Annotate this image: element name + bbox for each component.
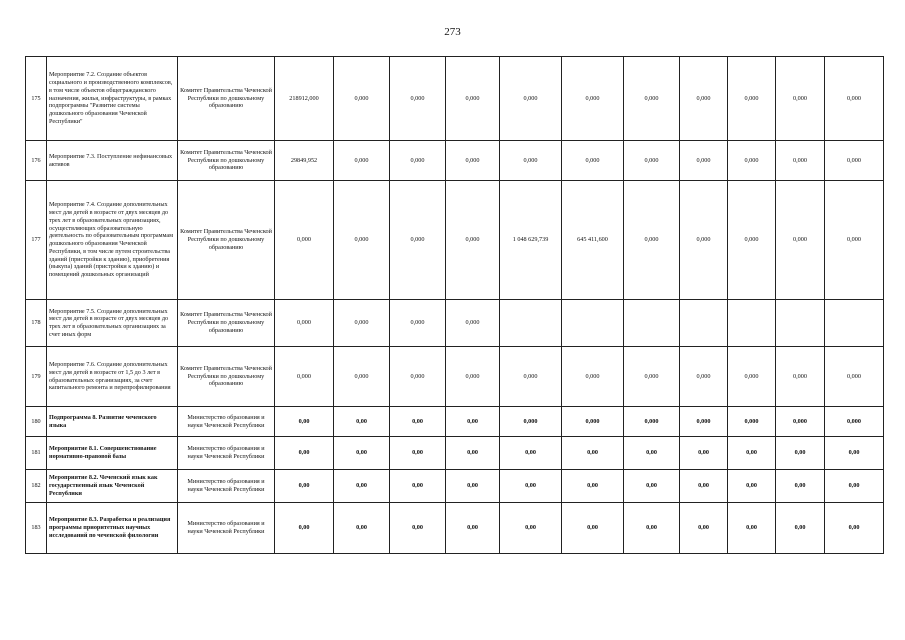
value-cell: 0,000 bbox=[500, 57, 562, 141]
value-cell bbox=[825, 300, 884, 347]
value-cell: 0,000 bbox=[334, 57, 390, 141]
page-number: 273 bbox=[444, 26, 461, 38]
value-cell: 0,000 bbox=[446, 141, 500, 181]
table-row bbox=[26, 503, 884, 554]
responsible-org: Комитет Правительства Чеченской Республики по дошкольному образованию bbox=[178, 57, 275, 141]
value-cell: 0,000 bbox=[825, 141, 884, 181]
value-cell: 0,00 bbox=[825, 437, 884, 470]
value-cell: 0,00 bbox=[825, 470, 884, 503]
table-row bbox=[26, 347, 884, 407]
value-cell: 0,000 bbox=[776, 181, 825, 300]
responsible-org: Комитет Правительства Чеченской Республики по дошкольному образованию bbox=[178, 347, 275, 407]
value-cell: 0,000 bbox=[825, 407, 884, 437]
value-cell: 0,000 bbox=[680, 347, 728, 407]
value-cell: 0,000 bbox=[390, 181, 446, 300]
value-cell: 0,00 bbox=[446, 503, 500, 554]
value-cell: 0,00 bbox=[624, 437, 680, 470]
row-number: 183 bbox=[26, 503, 47, 554]
value-cell: 0,00 bbox=[500, 470, 562, 503]
row-number: 180 bbox=[26, 407, 47, 437]
value-cell: 0,000 bbox=[275, 300, 334, 347]
value-cell: 0,000 bbox=[446, 300, 500, 347]
value-cell: 0,000 bbox=[825, 57, 884, 141]
activity-name: Мероприятие 8.1. Совершенствование нормативно-правовой базы bbox=[47, 437, 178, 470]
responsible-org: Министерство образования и науки Чеченской Республики bbox=[178, 470, 275, 503]
value-cell bbox=[728, 300, 776, 347]
value-cell: 0,000 bbox=[446, 181, 500, 300]
value-cell: 0,000 bbox=[562, 347, 624, 407]
table-row bbox=[26, 407, 884, 437]
activity-name: Мероприятие 7.6. Создание дополнительных мест для детей в возрасте от 1,5 до 3 лет в образовательных организациях, за счет капитального ремонта и перепрофилирования bbox=[47, 347, 178, 407]
value-cell: 0,000 bbox=[825, 181, 884, 300]
value-cell: 0,000 bbox=[390, 300, 446, 347]
value-cell: 0,000 bbox=[776, 407, 825, 437]
value-cell: 0,000 bbox=[728, 141, 776, 181]
table-body bbox=[26, 57, 884, 554]
value-cell: 0,000 bbox=[500, 407, 562, 437]
value-cell: 0,000 bbox=[680, 407, 728, 437]
row-number: 178 bbox=[26, 300, 47, 347]
value-cell: 0,000 bbox=[728, 181, 776, 300]
value-cell: 0,00 bbox=[334, 407, 390, 437]
budget-table bbox=[25, 56, 884, 554]
value-cell: 0,00 bbox=[275, 437, 334, 470]
value-cell: 0,00 bbox=[776, 470, 825, 503]
value-cell: 0,00 bbox=[728, 503, 776, 554]
value-cell: 0,000 bbox=[500, 141, 562, 181]
table-row bbox=[26, 437, 884, 470]
value-cell: 0,00 bbox=[390, 407, 446, 437]
value-cell: 0,00 bbox=[446, 407, 500, 437]
value-cell: 0,000 bbox=[390, 57, 446, 141]
value-cell: 0,000 bbox=[624, 57, 680, 141]
row-number: 179 bbox=[26, 347, 47, 407]
value-cell: 0,00 bbox=[728, 437, 776, 470]
activity-name: Мероприятие 8.3. Разработка и реализация программы приоритетных научных исследований по чеченской филологии bbox=[47, 503, 178, 554]
value-cell: 0,00 bbox=[334, 437, 390, 470]
activity-name: Мероприятие 7.5. Создание дополнительных мест для детей в возрасте от двух месяцев до трех лет в образовательных организациях за счет иных форм bbox=[47, 300, 178, 347]
value-cell: 0,00 bbox=[680, 470, 728, 503]
responsible-org: Министерство образования и науки Чеченской Республики bbox=[178, 503, 275, 554]
value-cell: 0,000 bbox=[334, 141, 390, 181]
value-cell bbox=[680, 300, 728, 347]
value-cell: 0,000 bbox=[680, 57, 728, 141]
table-row bbox=[26, 141, 884, 181]
value-cell: 0,00 bbox=[624, 470, 680, 503]
value-cell: 0,000 bbox=[446, 57, 500, 141]
value-cell: 0,000 bbox=[390, 141, 446, 181]
responsible-org: Министерство образования и науки Чеченской Республики bbox=[178, 437, 275, 470]
value-cell: 0,00 bbox=[275, 503, 334, 554]
value-cell: 0,000 bbox=[562, 57, 624, 141]
value-cell: 0,000 bbox=[728, 347, 776, 407]
row-number: 176 bbox=[26, 141, 47, 181]
value-cell: 0,000 bbox=[624, 407, 680, 437]
value-cell: 218912,000 bbox=[275, 57, 334, 141]
row-number: 181 bbox=[26, 437, 47, 470]
value-cell: 0,000 bbox=[624, 181, 680, 300]
value-cell: 0,000 bbox=[334, 300, 390, 347]
table-row bbox=[26, 300, 884, 347]
row-number: 175 bbox=[26, 57, 47, 141]
value-cell: 0,00 bbox=[680, 437, 728, 470]
value-cell: 0,00 bbox=[562, 470, 624, 503]
value-cell: 0,00 bbox=[500, 437, 562, 470]
value-cell bbox=[624, 300, 680, 347]
value-cell: 0,00 bbox=[334, 470, 390, 503]
value-cell: 0,00 bbox=[275, 407, 334, 437]
value-cell: 29849,952 bbox=[275, 141, 334, 181]
row-number: 177 bbox=[26, 181, 47, 300]
value-cell: 0,000 bbox=[334, 181, 390, 300]
value-cell: 0,000 bbox=[776, 141, 825, 181]
value-cell: 0,000 bbox=[446, 347, 500, 407]
value-cell: 1 048 629,739 bbox=[500, 181, 562, 300]
value-cell: 0,000 bbox=[728, 407, 776, 437]
value-cell: 0,000 bbox=[275, 347, 334, 407]
responsible-org: Комитет Правительства Чеченской Республики по дошкольному образованию bbox=[178, 141, 275, 181]
row-number: 182 bbox=[26, 470, 47, 503]
activity-name: Мероприятие 7.2. Создание объектов социального и производственного комплексов, в том числе объектов общегражданского назначения, жилья, инфраструктуры, в рамках подпрограммы "Развитие системы дошкольного образования Чеченской Республики" bbox=[47, 57, 178, 141]
value-cell: 645 411,600 bbox=[562, 181, 624, 300]
responsible-org: Министерство образования и науки Чеченской Республики bbox=[178, 407, 275, 437]
value-cell: 0,00 bbox=[624, 503, 680, 554]
activity-name: Мероприятие 7.4. Создание дополнительных мест для детей в возрасте от двух месяцев до трех лет в образовательных организациях, осуществляющих образовательную деятельность по образовательным программам дошкольного образования Чеченской Республики, в том числе путем строительства зданий (пристройки к зданию), приобретения (выкупа) зданий (пристройки к зданию) и помещений дошкольных организаций bbox=[47, 181, 178, 300]
activity-name: Подпрограмма 8. Развитие чеченского языка bbox=[47, 407, 178, 437]
table-row bbox=[26, 57, 884, 141]
value-cell bbox=[562, 300, 624, 347]
value-cell: 0,000 bbox=[680, 141, 728, 181]
value-cell: 0,000 bbox=[334, 347, 390, 407]
value-cell: 0,00 bbox=[390, 503, 446, 554]
value-cell: 0,000 bbox=[562, 141, 624, 181]
value-cell: 0,000 bbox=[728, 57, 776, 141]
value-cell: 0,000 bbox=[562, 407, 624, 437]
value-cell: 0,00 bbox=[390, 470, 446, 503]
value-cell: 0,00 bbox=[776, 437, 825, 470]
value-cell: 0,000 bbox=[500, 347, 562, 407]
value-cell: 0,00 bbox=[562, 503, 624, 554]
value-cell: 0,000 bbox=[624, 141, 680, 181]
value-cell: 0,000 bbox=[776, 57, 825, 141]
table-row bbox=[26, 470, 884, 503]
value-cell bbox=[776, 300, 825, 347]
responsible-org: Комитет Правительства Чеченской Республики по дошкольному образованию bbox=[178, 300, 275, 347]
value-cell: 0,00 bbox=[500, 503, 562, 554]
table-row bbox=[26, 181, 884, 300]
activity-name: Мероприятие 8.2. Чеченский язык как государственный язык Чеченской Республики bbox=[47, 470, 178, 503]
value-cell: 0,000 bbox=[275, 181, 334, 300]
value-cell: 0,00 bbox=[334, 503, 390, 554]
value-cell bbox=[500, 300, 562, 347]
value-cell: 0,000 bbox=[624, 347, 680, 407]
value-cell: 0,00 bbox=[776, 503, 825, 554]
value-cell: 0,000 bbox=[680, 181, 728, 300]
value-cell: 0,000 bbox=[825, 347, 884, 407]
value-cell: 0,00 bbox=[728, 470, 776, 503]
value-cell: 0,00 bbox=[680, 503, 728, 554]
responsible-org: Комитет Правительства Чеченской Республики по дошкольному образованию bbox=[178, 181, 275, 300]
value-cell: 0,00 bbox=[825, 503, 884, 554]
value-cell: 0,000 bbox=[776, 347, 825, 407]
value-cell: 0,00 bbox=[275, 470, 334, 503]
value-cell: 0,00 bbox=[390, 437, 446, 470]
value-cell: 0,00 bbox=[446, 437, 500, 470]
activity-name: Мероприятие 7.3. Поступление нефинансовых активов bbox=[47, 141, 178, 181]
value-cell: 0,00 bbox=[446, 470, 500, 503]
value-cell: 0,000 bbox=[390, 347, 446, 407]
value-cell: 0,00 bbox=[562, 437, 624, 470]
